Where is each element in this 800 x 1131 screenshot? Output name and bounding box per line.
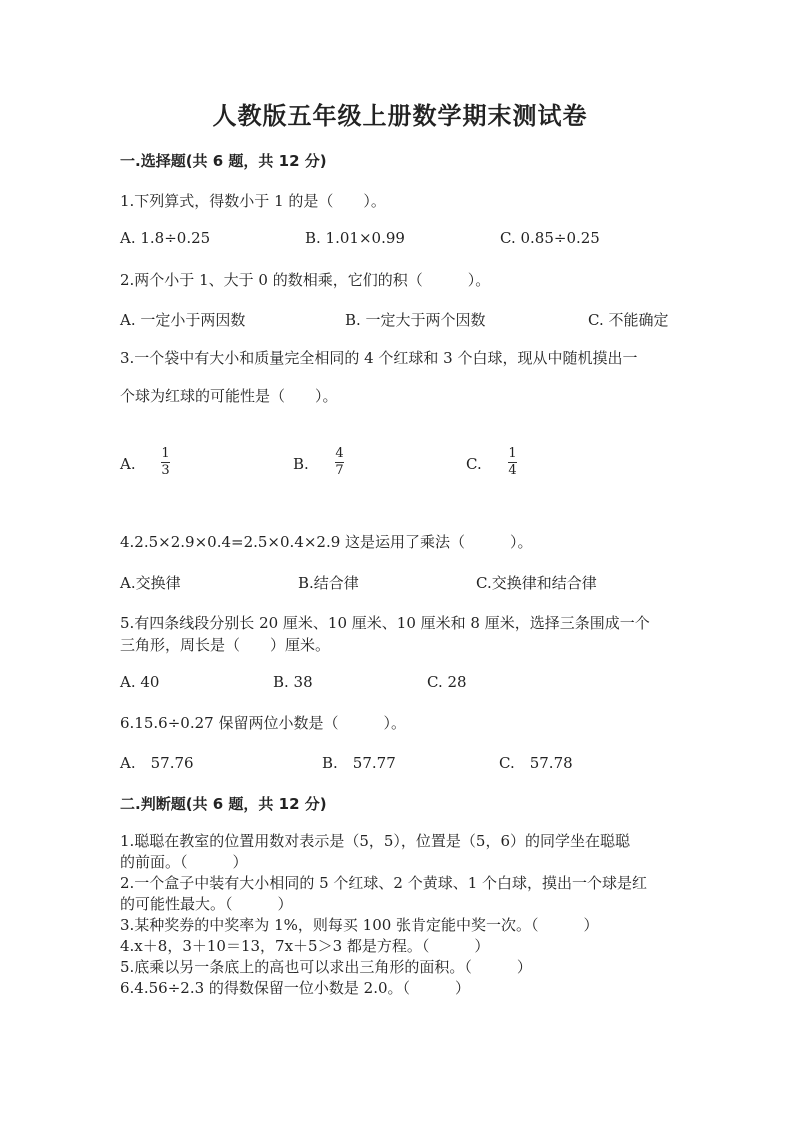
q3-option-a-label: A. (120, 455, 136, 473)
section-heading-judgement: 二.判断题(共 6 题，共 12 分) (120, 795, 327, 813)
q4-option-b: B.结合律 (298, 574, 359, 592)
q2-option-a: A. 一定小于两因数 (120, 311, 246, 329)
question-5-line2: 三角形，周长是（ ）厘米。 (120, 636, 331, 654)
tf-line: 5.底乘以另一条底上的高也可以求出三角形的面积。（ ） (120, 958, 532, 976)
question-4: 4.2.5×2.9×0.4=2.5×0.4×2.9 这是运用了乘法（ ）。 (120, 533, 533, 551)
q3-option-a-fraction (161, 447, 170, 478)
fraction-denominator: 4 (508, 463, 517, 478)
fraction-numerator: 1 (508, 446, 517, 461)
q5-option-a: A. 40 (120, 673, 160, 691)
question-2: 2.两个小于 1、大于 0 的数相乘，它们的积（ ）。 (120, 271, 491, 289)
q3-option-c-label: C. (466, 455, 482, 473)
q3-option-c-fraction (508, 447, 517, 478)
question-1: 1.下列算式，得数小于 1 的是（ ）。 (120, 192, 386, 210)
tf-line: 1.聪聪在教室的位置用数对表示是（5，5），位置是（5，6）的同学坐在聪聪 (120, 832, 630, 850)
fraction-denominator: 7 (335, 463, 344, 478)
fraction-numerator: 4 (335, 446, 344, 461)
section-heading-choice: 一.选择题(共 6 题，共 12 分) (120, 152, 327, 170)
page-title: 人教版五年级上册数学期末测试卷 (212, 101, 588, 130)
q2-option-c: C. 不能确定 (588, 311, 669, 329)
q2-option-b: B. 一定大于两个因数 (345, 311, 486, 329)
question-5-line1: 5.有四条线段分别长 20 厘米、10 厘米、10 厘米和 8 厘米，选择三条围成一个 (120, 614, 650, 632)
fraction-numerator: 1 (161, 446, 170, 461)
q6-option-c: C. 57.78 (499, 754, 573, 772)
q3-option-b-label: B. (293, 455, 309, 473)
tf-line: 2.一个盒子中装有大小相同的 5 个红球、2 个黄球、1 个白球，摸出一个球是红 (120, 874, 648, 892)
q4-option-c: C.交换律和结合律 (476, 574, 597, 592)
tf-line: 6.4.56÷2.3 的得数保留一位小数是 2.0。（ ） (120, 979, 471, 997)
tf-line: 的可能性最大。（ ） (120, 895, 293, 913)
tf-line: 的前面。（ ） (120, 853, 248, 871)
q5-option-b: B. 38 (273, 673, 313, 691)
q4-option-a: A.交换律 (120, 574, 181, 592)
fraction-denominator: 3 (161, 463, 170, 478)
q6-option-b: B. 57.77 (322, 754, 396, 772)
question-3-line1: 3.一个袋中有大小和质量完全相同的 4 个红球和 3 个白球，现从中随机摸出一 (120, 349, 638, 367)
q1-option-c: C. 0.85÷0.25 (500, 229, 600, 247)
question-6: 6.15.6÷0.27 保留两位小数是（ ）。 (120, 714, 406, 732)
tf-line: 4.x＋8，3＋10＝13，7x＋5＞3 都是方程。（ ） (120, 937, 490, 955)
q3-option-b-fraction (335, 447, 344, 478)
q5-option-c: C. 28 (427, 673, 467, 691)
q6-option-a: A. 57.76 (120, 754, 194, 772)
question-3-line2: 个球为红球的可能性是（ ）。 (120, 387, 338, 405)
q1-option-a: A. 1.8÷0.25 (120, 229, 211, 247)
tf-line: 3.某种奖券的中奖率为 1%，则每买 100 张肯定能中奖一次。（ ） (120, 916, 599, 934)
q1-option-b: B. 1.01×0.99 (305, 229, 405, 247)
